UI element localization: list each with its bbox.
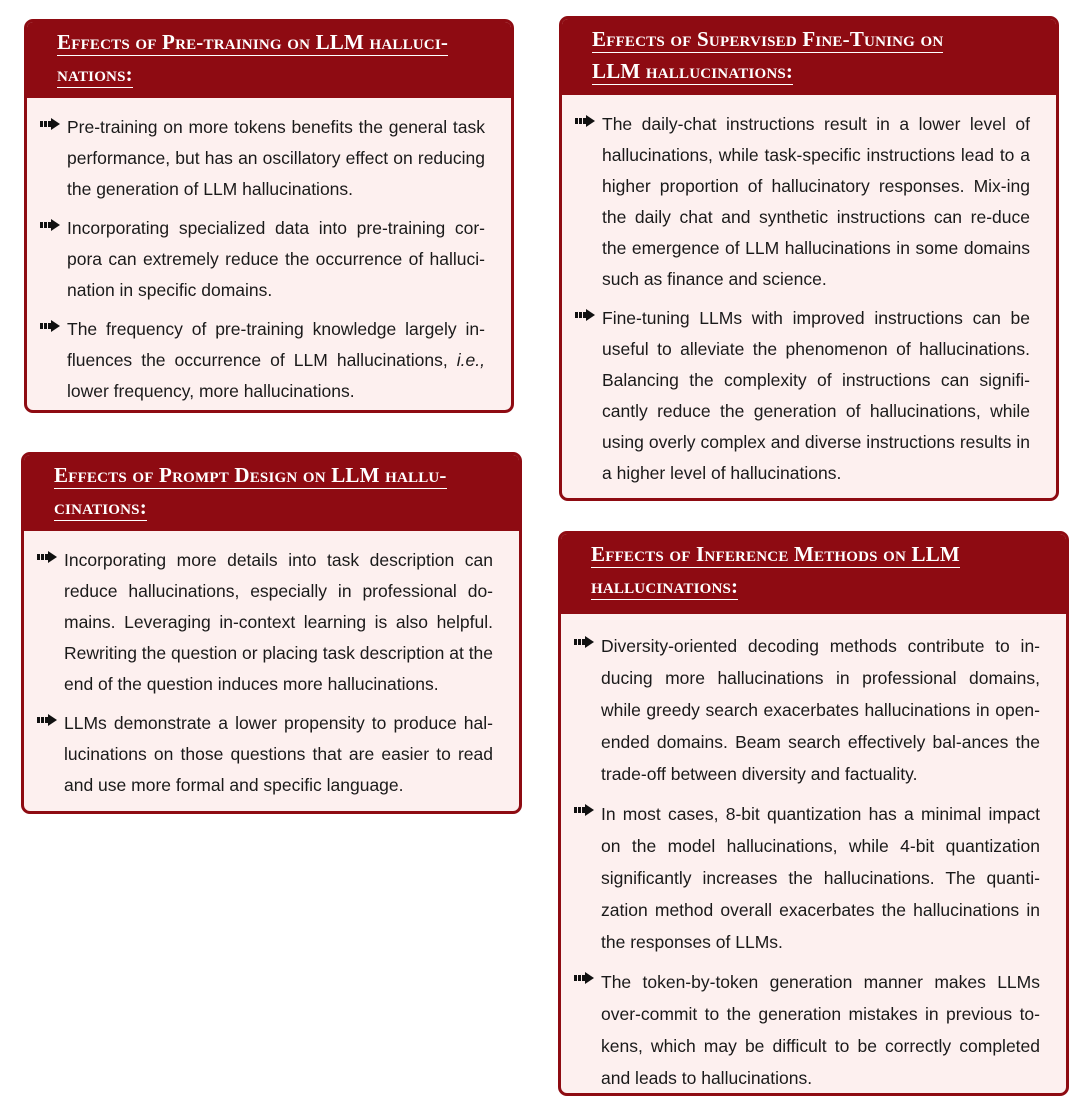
list-item [567, 630, 1040, 790]
sft-title-line2: LLM hallucinations: [592, 59, 794, 83]
right-arrow-icon [30, 708, 64, 726]
prompt-design-title [54, 459, 489, 523]
prompt-design-box [21, 452, 522, 814]
list-item [568, 109, 1030, 295]
prompt-design-title-line2: cinations: [54, 495, 147, 519]
right-arrow-icon [568, 109, 602, 127]
list-item [33, 213, 485, 306]
bullet-text: Pre-training on more tokens benefits the general task performance, but has an oscillatory effect on reducing the generation of LLM hallucinations. [67, 117, 485, 199]
inference-header [561, 534, 1066, 614]
right-arrow-icon [567, 798, 601, 816]
list-item [30, 708, 493, 801]
right-arrow-icon [33, 314, 67, 332]
inference-title-line2: hallucinations: [591, 574, 739, 598]
bullet-text: Incorporating more details into task description can reduce hallucinations, especially in professional do-mains. Leveraging in-context learning is also helpful. Rewriting the question or placing task description at the end of the question induces more hallucinations. [64, 550, 494, 694]
inference-title [591, 538, 1036, 602]
list-item [567, 966, 1040, 1094]
right-arrow-icon [30, 545, 64, 563]
bullet-text: Diversity-oriented decoding methods contribute to in-ducing more hallucinations in professional domains, while greedy search exacerbates hallucinations in open-ended domains. Beam search effectively bal-ances the trade-off between diversity and factuality. [601, 636, 1040, 784]
sft-box [559, 16, 1059, 501]
right-arrow-icon [568, 303, 602, 321]
bullet-text: The frequency of pre-training knowledge largely in-fluences the occurrence of LLM hallucinations, i.e., lower frequency, more hallucinations. [67, 319, 485, 401]
right-arrow-icon [33, 213, 67, 231]
pretraining-header [27, 22, 511, 98]
list-item [568, 303, 1030, 489]
sft-body [562, 95, 1056, 501]
list-item [567, 798, 1040, 958]
sft-header [562, 19, 1056, 95]
prompt-design-title-line1: Effects of Prompt Design on LLM hallu- [54, 463, 447, 487]
list-item [30, 545, 493, 700]
pretraining-title [57, 26, 481, 90]
bullet-text: LLMs demonstrate a lower propensity to produce hal-lucinations on those questions that are easier to read and use more formal and specific language. [64, 713, 493, 795]
right-arrow-icon [33, 112, 67, 130]
sft-title-line1: Effects of Supervised Fine-Tuning on [592, 27, 944, 51]
prompt-design-body [24, 531, 519, 814]
bullet-text: In most cases, 8-bit quantization has a minimal impact on the model hallucinations, while 4-bit quantization significantly increases the hallucinations. The quanti-zation method overall exacerbates the hallucinations in the responses of LLMs. [601, 804, 1040, 952]
right-arrow-icon [567, 630, 601, 648]
prompt-design-header [24, 455, 519, 531]
sft-title [592, 23, 1026, 87]
inference-body [561, 614, 1066, 1096]
inference-box [558, 531, 1069, 1096]
pretraining-body [27, 98, 511, 413]
pretraining-title-line2: nations: [57, 62, 133, 86]
inference-title-line1: Effects of Inference Methods on LLM [591, 542, 960, 566]
pretraining-box [24, 19, 514, 413]
list-item [33, 112, 485, 205]
bullet-text: Incorporating specialized data into pre-training cor-pora can extremely reduce the occurrence of halluci- nation in specific domains. [67, 218, 485, 300]
right-arrow-icon [567, 966, 601, 984]
list-item [33, 314, 485, 407]
pretraining-title-line1: Effects of Pre-training on LLM halluci- [57, 30, 449, 54]
bullet-text: Fine-tuning LLMs with improved instructions can be useful to alleviate the phenomenon of hallucinations. Balancing the complexity of instructions can signifi-cantly reduce the generation of hallucinations, while using overly complex and diverse instructions results in a higher level of hallucinations. [602, 308, 1030, 483]
bullet-text: The daily-chat instructions result in a lower level of hallucinations, while task-specific instructions lead to a higher proportion of hallucinatory responses. Mix-ing the daily chat and synthetic instructions can re-duce the emergence of LLM hallucinations in some domains such as finance and science. [602, 114, 1030, 289]
bullet-text: The token-by-token generation manner makes LLMs over-commit to the generation mistakes in previous to-kens, which may be difficult to be correctly completed and leads to hallucinations. [601, 972, 1040, 1088]
